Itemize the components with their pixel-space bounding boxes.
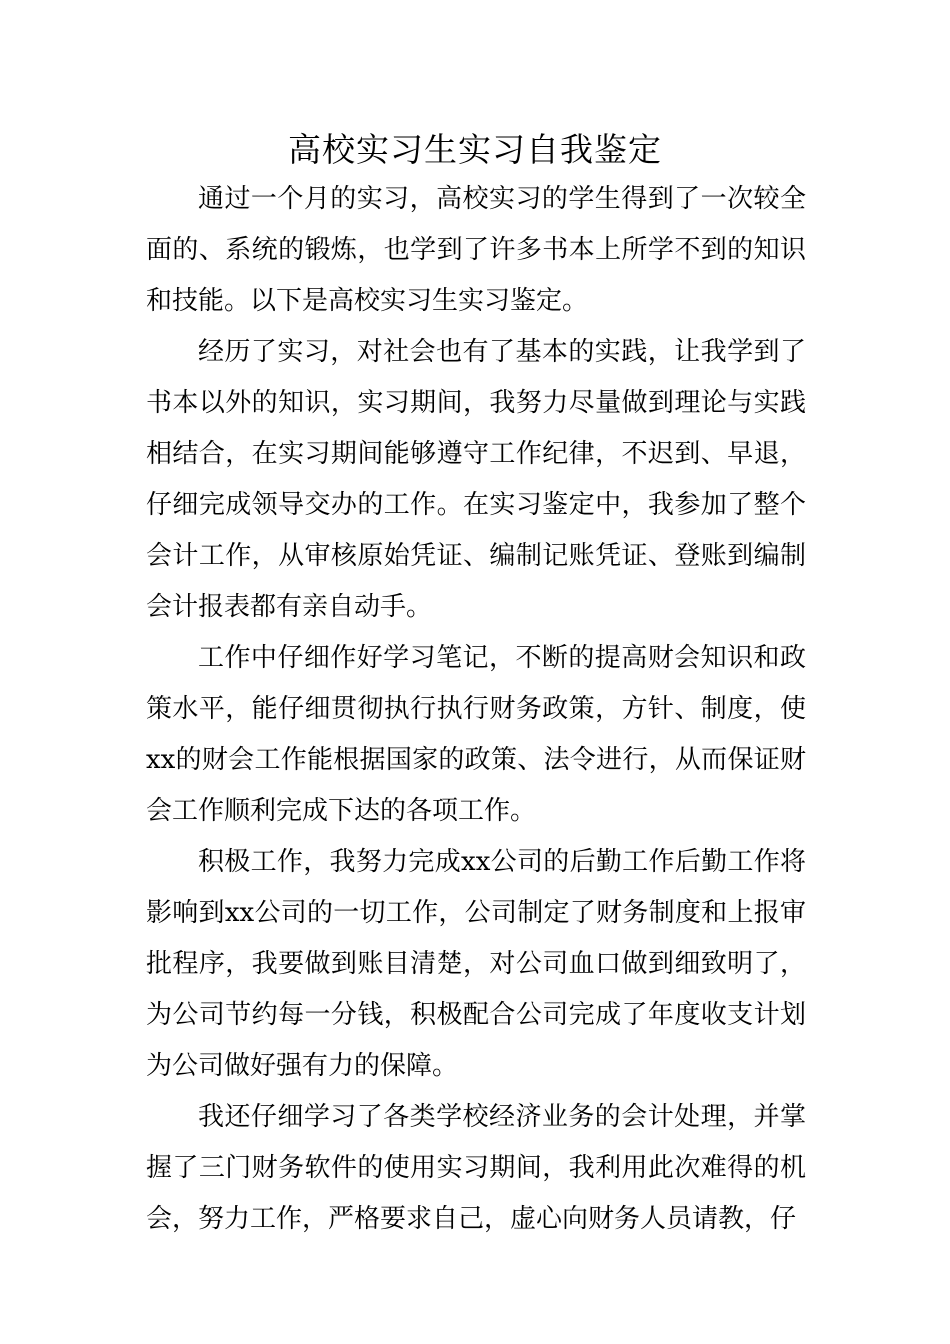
paragraph-4: 积极工作，我努力完成xx公司的后勤工作后勤工作将影响到xx公司的一切工作，公司制定了财务制度和上报审批程序，我要做到账目清楚，对公司血口做到细致明了，为公司节约每一分钱，积极配合公司完成了年度收支计划为公司做好强有力的保障。: [146, 847, 806, 1081]
document-title: 高校实习生实习自我鉴定: [288, 130, 662, 169]
paragraph-1: 通过一个月的实习，高校实习的学生得到了一次较全面的、系统的锻炼，也学到了许多书本上所学不到的知识和技能。以下是高校实习生实习鉴定。: [146, 184, 806, 316]
paragraph-2: 经历了实习，对社会也有了基本的实践，让我学到了书本以外的知识，实习期间，我努力尽量做到理论与实践相结合，在实习期间能够遵守工作纪律，不迟到、早退，仔细完成领导交办的工作。在实习鉴定中，我参加了整个会计工作，从审核原始凭证、编制记账凭证、登账到编制会计报表都有亲自动手。: [146, 337, 806, 622]
document-body: [146, 174, 806, 1245]
paragraph-3: 工作中仔细作好学习笔记，不断的提高财会知识和政策水平，能仔细贯彻执行执行财务政策，方针、制度，使xx的财会工作能根据国家的政策、法令进行，从而保证财会工作顺利完成下达的各项工作。: [146, 643, 806, 826]
paragraph-5: 我还仔细学习了各类学校经济业务的会计处理，并掌握了三门财务软件的使用实习期间，我利用此次难得的机会，努力工作，严格要求自己，虚心向财务人员请教，仔: [146, 1102, 806, 1234]
